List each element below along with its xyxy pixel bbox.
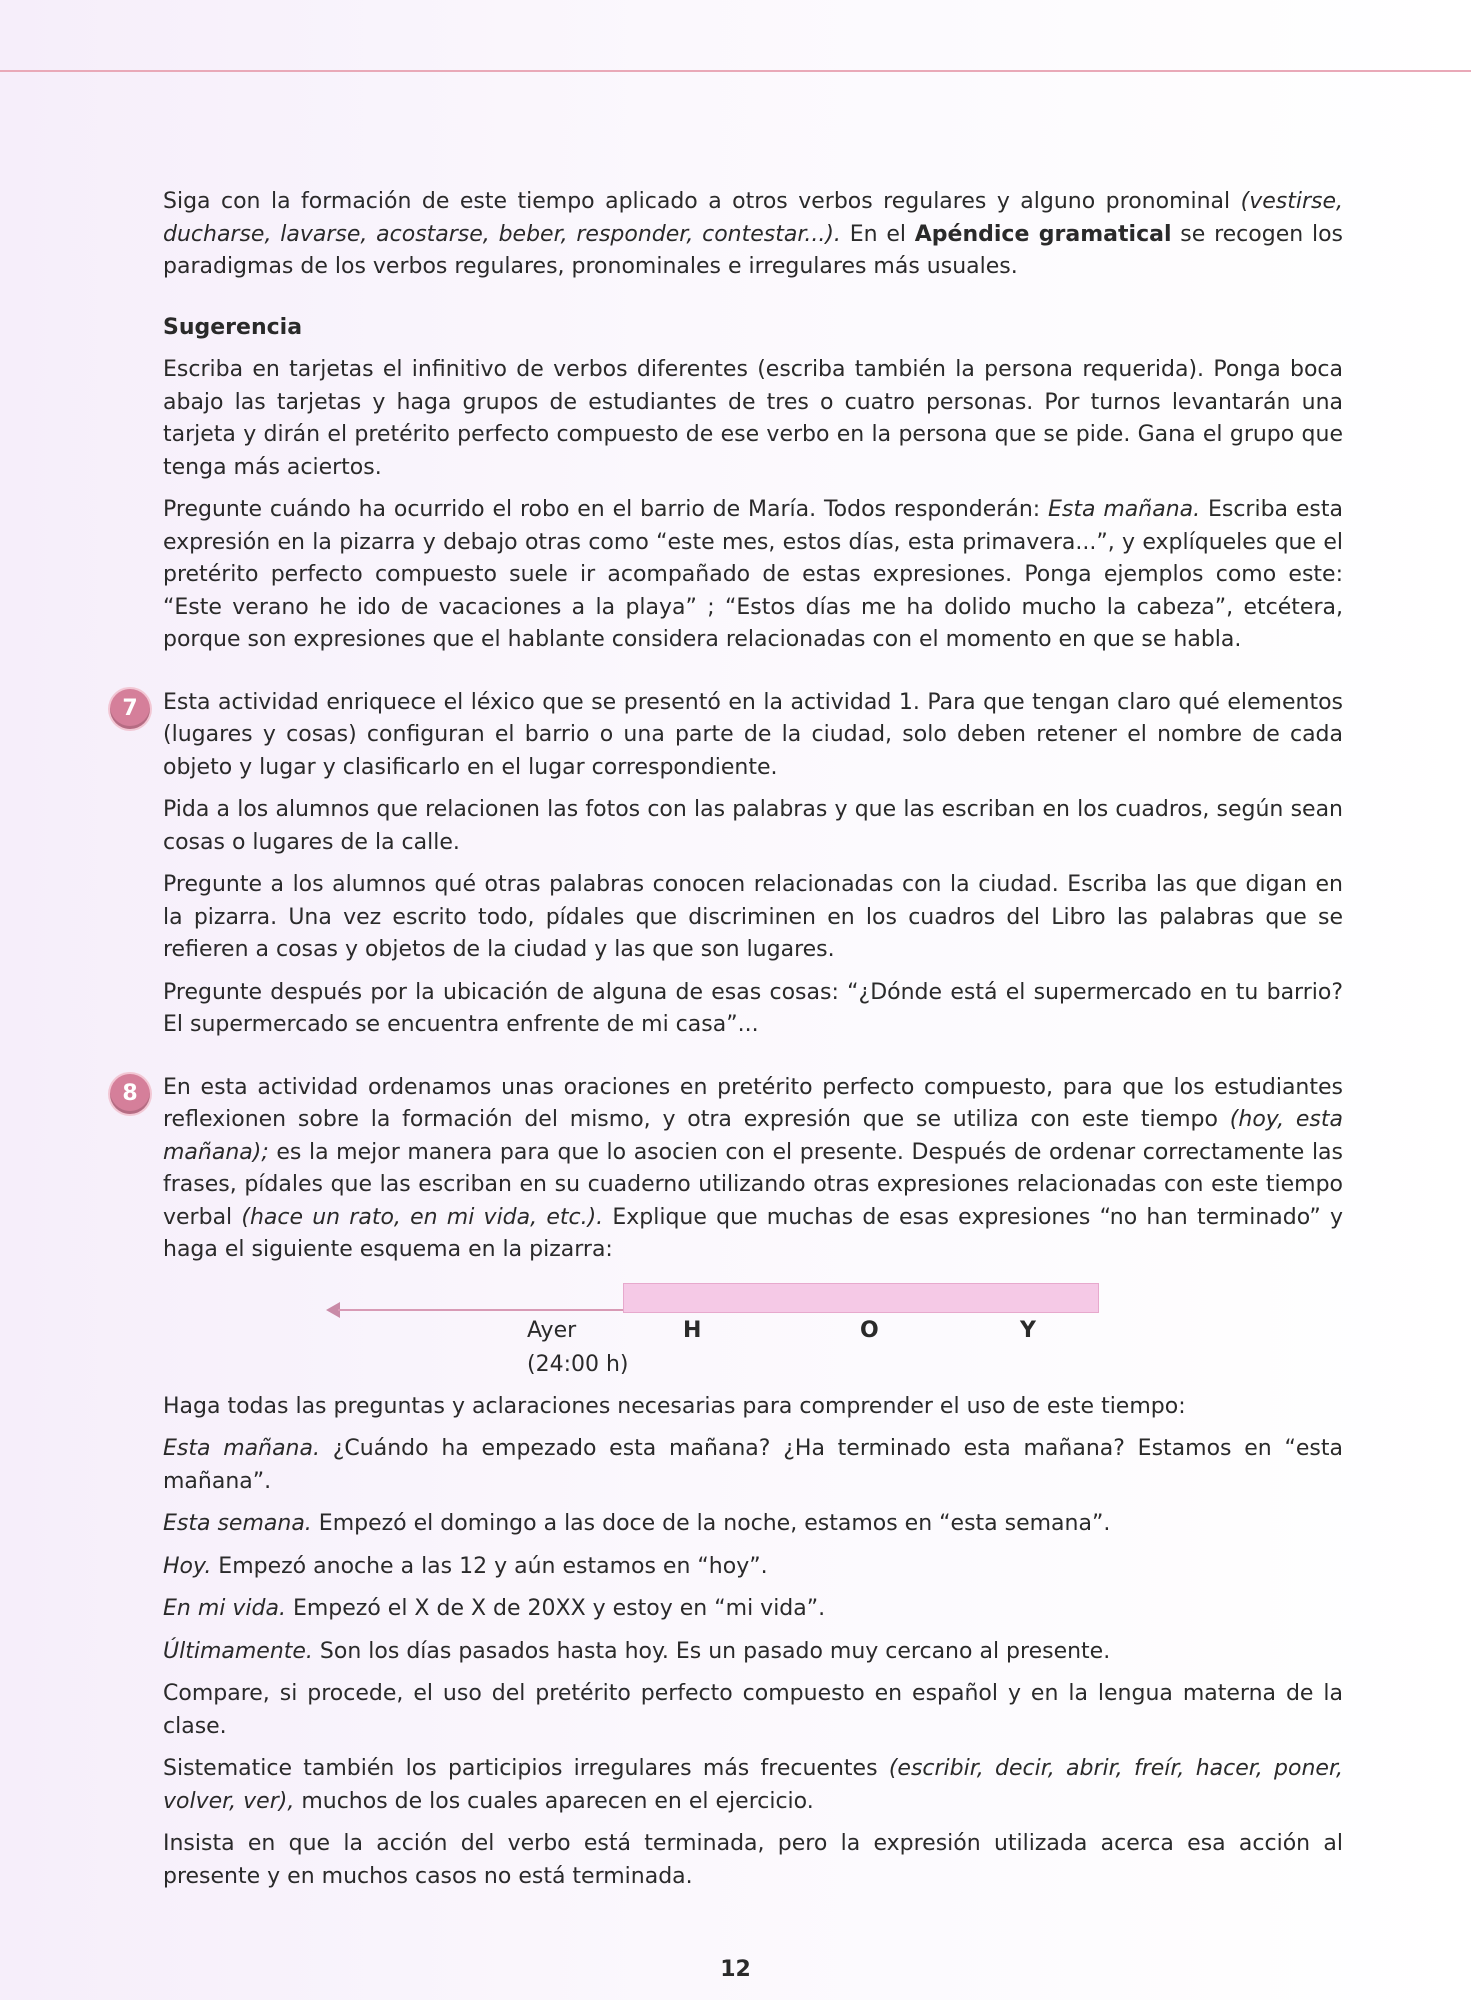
sugerencia-body: Escriba en tarjetas el infinitivo de verbos diferentes (escriba también la persona requerida). Ponga boca abajo las tarjetas y haga grupos de estudiantes de tres o cuatro personas. Por turnos levantarán una tarjeta y dirán el pretérito perfecto compuesto de ese verbo en la persona que se pide. Gana el grupo que tenga más aciertos. bbox=[163, 357, 1343, 480]
sugerencia-heading: Sugerencia bbox=[163, 314, 303, 340]
activity-7-intro: Esta actividad enriquece el léxico que se presentó en la actividad 1. Para que tengan claro qué elementos (lugares y cosas) configuran el barrio o una parte de la ciudad, solo deben retener el nombre de cada objeto y lugar y clasificarlo en el lugar correspondiente. bbox=[163, 689, 1343, 780]
activity-7-words: Pregunte a los alumnos qué otras palabras conocen relacionadas con la ciudad. Escriba las que digan en la pizarra. Una vez escrito todo, pídales que discriminen en los cuadros del Libro las palabras que se refieren a cosas y objetos de la ciudad y las que son lugares. bbox=[163, 872, 1343, 962]
robo-paragraph: Pregunte cuándo ha ocurrido el robo en el barrio de María. Todos responderán: Esta mañana. Escriba esta expresión en la pizarra y debajo otras como “este mes, estos días, esta primavera...”, y explíqueles que el pretérito perfecto compuesto suele ir acompañado de estas expresiones. Ponga ejemplos como este: “Este verano he ido de vacaciones a la playa” ; “Estos días me ha dolido mucho la cabeza”, etcétera, porque son expresiones que el hablante considera relacionadas con el momento en que se habla. bbox=[163, 497, 1343, 652]
example-esta-manana: Esta mañana. ¿Cuándo ha empezado esta mañana? ¿Ha terminado esta mañana? Estamos en “esta mañana”. bbox=[163, 1436, 1343, 1494]
activity-7-location: Pregunte después por la ubicación de alguna de esas cosas: “¿Dónde está el supermercado en tu barrio? El supermercado se encuentra enfrente de mi casa”... bbox=[163, 979, 1343, 1037]
activity-8-number-badge: 8 bbox=[110, 1074, 150, 1114]
activity-7-photos: Pida a los alumnos que relacionen las fotos con las palabras y que las escriban en los cuadros, según sean cosas o lugares de la calle. bbox=[163, 797, 1343, 855]
activity-7 bbox=[122, 687, 1343, 1042]
sistematice-paragraph: Sistematice también los participios irregulares más frecuentes (escribir, decir, abrir, freír, hacer, poner, volver, ver), muchos de los cuales aparecen en el ejercicio. bbox=[163, 1756, 1343, 1814]
hoy-letter-h: H bbox=[683, 1317, 702, 1343]
hoy-letter-o: O bbox=[860, 1317, 879, 1343]
example-esta-semana: Esta semana. Empezó el domingo a las doce de la noche, estamos en “esta semana”. bbox=[163, 1511, 1111, 1536]
page-content bbox=[122, 186, 1344, 1903]
followup-intro: Haga todas las preguntas y aclaraciones necesarias para comprender el uso de este tiempo: bbox=[163, 1393, 1186, 1419]
hoy-timeline-diagram bbox=[163, 1283, 1343, 1383]
page-number: 12 bbox=[720, 1957, 751, 1982]
top-rule bbox=[0, 70, 1471, 72]
insista-paragraph: Insista en que la acción del verbo está terminada, pero la expresión utilizada acerca esa acción al presente y en muchos casos no está terminada. bbox=[163, 1831, 1343, 1889]
ayer-label: Ayer bbox=[527, 1317, 577, 1343]
example-en-mi-vida: En mi vida. Empezó el X de X de 20XX y estoy en “mi vida”. bbox=[163, 1596, 826, 1621]
timeline-line bbox=[338, 1309, 623, 1311]
hoy-letter-y: Y bbox=[1020, 1317, 1036, 1343]
activity-8 bbox=[122, 1072, 1344, 1894]
hoy-bar bbox=[623, 1283, 1099, 1313]
example-hoy: Hoy. Empezó anoche a las 12 y aún estamos en “hoy”. bbox=[163, 1553, 768, 1579]
activity-8-intro: En esta actividad ordenamos unas oraciones en pretérito perfecto compuesto, para que los estudiantes reflexionen sobre la formación del mismo, y otra expresión que se utiliza con este tiempo (hoy, esta mañana); es la mejor manera para que lo asocien con el presente. Después de ordenar correctamente las frases, pídales que las escriban en su cuaderno utilizando otras expresiones relacionadas con este tiempo verbal (hace un rato, en mi vida, etc.). Explique que muchas de esas expresiones “no han terminado” y haga el siguiente esquema en la pizarra: bbox=[163, 1074, 1344, 1262]
intro-paragraph: Siga con la formación de este tiempo aplicado a otros verbos regulares y alguno pronominal (vestirse, ducharse, lavarse, acostarse, beber, responder, contestar...). En el Apéndice gramatical se recogen los paradigmas de los verbos regulares, pronominales e irregulares más usuales. bbox=[163, 189, 1343, 279]
activity-7-number-badge: 7 bbox=[110, 689, 150, 729]
ayer-time-label: (24:00 h) bbox=[527, 1351, 629, 1377]
compare-paragraph: Compare, si procede, el uso del pretérito perfecto compuesto en español y en la lengua materna de la clase. bbox=[163, 1681, 1343, 1739]
example-ultimamente: Últimamente. Son los días pasados hasta hoy. Es un pasado muy cercano al presente. bbox=[163, 1638, 1111, 1664]
